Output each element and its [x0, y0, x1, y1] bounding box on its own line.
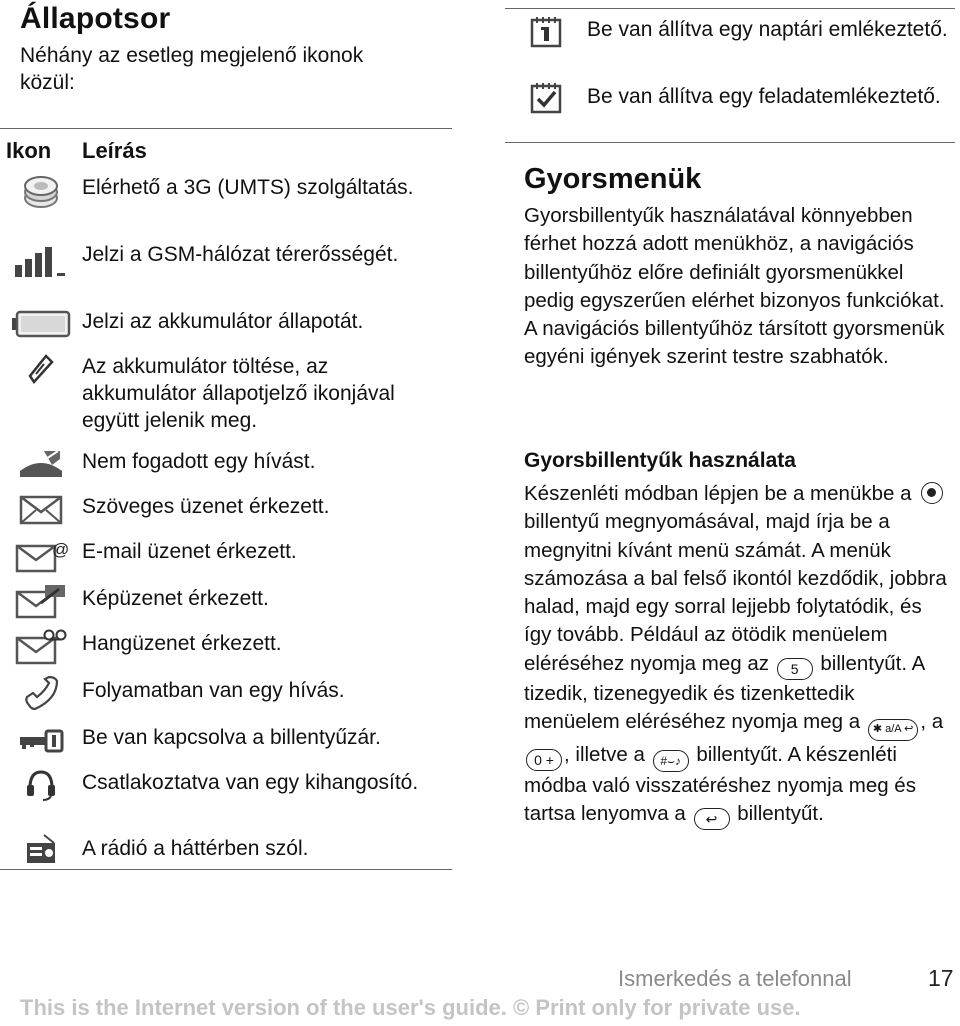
table-bottom-rule: [0, 869, 452, 870]
3g-network-icon: [12, 172, 70, 210]
shortcuts-paragraph: Készenléti módban lépjen be a menükbe a billentyű megnyomásával, majd írja be a megnyitni kívánt menü számát. A menük számozása a bal felső ikontól kezdődik, jobbra halad, majd egy sorral lejjebb folytatódik, és így tovább. Például az ötödik menüelem eléréséhez nyomja meg az 5 billentyűt. A tizedik, tizenegyedik és tizenkettedik menüelem eléréséhez nyomja meg a ✱ a/A ↩ , a 0 + , illetve a #⌣♪ billentyűt. A készenléti módba való visszatéréshez nyomja meg és tartsa lenyomva a ↩ billentyűt.: [524, 480, 954, 830]
key-5-icon: 5: [777, 658, 813, 680]
table-row-description: Jelzi az akkumulátor állapotát.: [82, 310, 364, 333]
table-top-rule: [0, 128, 452, 129]
back-key-icon: ↩: [694, 808, 730, 830]
missed-call-icon: [12, 444, 70, 482]
table-row-description: A rádió a háttérben szól.: [82, 837, 309, 860]
keypad-lock-icon: [12, 722, 70, 760]
intro-text: Néhány az esetleg megjelenő ikonok közül:: [20, 44, 364, 94]
page-number: 17: [928, 965, 954, 991]
table-row-description: Nem fogadott egy hívást.: [82, 450, 316, 473]
table-header-icon: Ikon: [6, 138, 52, 163]
table-row-description: Be van állítva egy naptári emlékeztető.: [587, 18, 948, 41]
picture-message-icon: [12, 582, 70, 620]
voice-message-icon: [12, 628, 70, 666]
calendar-reminder-icon: [525, 14, 567, 50]
text-message-icon: [12, 491, 70, 529]
table-row-description: Hangüzenet érkezett.: [82, 632, 282, 655]
task-reminder-icon: [525, 80, 567, 116]
quick-menus-heading: Gyorsmenük: [524, 163, 702, 195]
watermark-text: This is the Internet version of the user's guide. © Print only for private use.: [20, 995, 801, 1020]
quick-menus-paragraph: Gyorsbillentyűk használatával könnyebben férhet hozzá adott menükhöz, a navigációs billentyűhöz előre definiált gyorsmenükkel pedig egyszerűen elérhet bizonyos funkciókat. A navigációs billentyűhöz társított gyorsmenük egyéni igények szerint testre szabhatók.: [524, 204, 945, 369]
svg-text:@: @: [52, 540, 70, 559]
radio-icon: [12, 830, 70, 868]
table-row-description: Folyamatban van egy hívás.: [82, 679, 345, 702]
key-star-icon: ✱ a/A ↩: [868, 719, 918, 741]
call-in-progress-icon: [12, 674, 70, 712]
signal-strength-icon: [12, 242, 70, 280]
battery-charging-icon: [12, 350, 70, 388]
table-row-description: Csatlakoztatva van egy kihangosító.: [82, 771, 419, 794]
table-row-description: Képüzenet érkezett.: [82, 587, 269, 610]
shortcuts-subheading: Gyorsbillentyűk használata: [524, 449, 796, 472]
table-row-description: Be van állítva egy feladatemlékeztető.: [587, 85, 941, 108]
right-column: [505, 0, 960, 900]
headset-icon: [12, 766, 70, 804]
footer-section-title: Ismerkedés a telefonnal: [618, 966, 852, 991]
table-row-description: E-mail üzenet érkezett.: [82, 540, 297, 563]
table-row-description: Az akkumulátor töltése, az akkumulátor állapotjelző ikonjával együtt jelenik meg.: [82, 355, 395, 432]
email-icon: [12, 537, 70, 575]
navigation-key-icon: [921, 482, 943, 504]
table-row-description: Jelzi a GSM-hálózat térerősségét.: [82, 243, 399, 266]
key-hash-icon: #⌣♪: [653, 750, 689, 772]
table-top-rule: [505, 8, 955, 9]
table-row-description: Elérhető a 3G (UMTS) szolgáltatás.: [82, 176, 414, 199]
table-row-description: Szöveges üzenet érkezett.: [82, 495, 330, 518]
battery-icon: [12, 305, 70, 343]
table-bottom-rule: [505, 142, 955, 143]
table-header-description: Leírás: [82, 138, 147, 163]
section-title: Állapotsor: [20, 2, 171, 35]
table-row-description: Be van kapcsolva a billentyűzár.: [82, 726, 381, 749]
key-zero-icon: 0 +: [526, 749, 562, 771]
